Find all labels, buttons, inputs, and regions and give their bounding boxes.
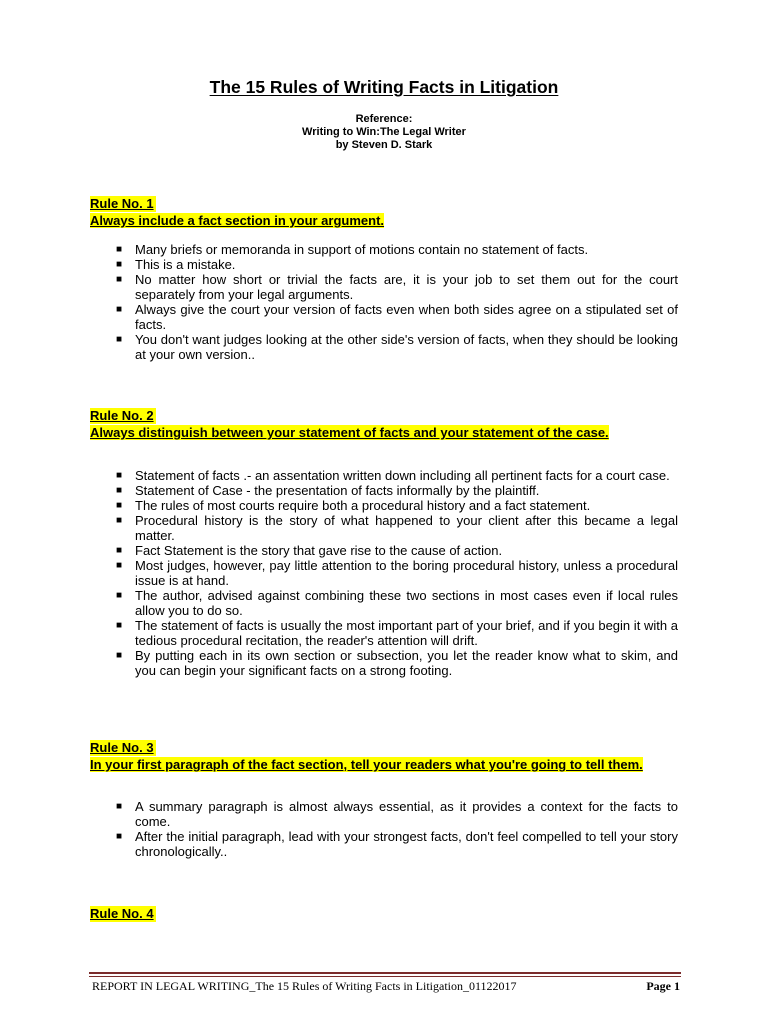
reference-book: Writing to Win:The Legal Writer	[302, 126, 466, 138]
list-item: ■ Procedural history is the story of what happened to your client after this became a legal matter.	[116, 513, 678, 543]
list-item: ■ Always give the court your version of facts even when both sides agree on a stipulated set of facts.	[116, 302, 678, 332]
list-item: ■ Statement of Case - the presentation of facts informally by the plaintiff.	[116, 483, 540, 498]
list-item: ■ No matter how short or trivial the facts are, it is your job to set them out for the court separately from your legal arguments.	[116, 272, 678, 302]
rule-label: Rule No. 2	[90, 408, 154, 423]
list-item: ■ This is a mistake.	[116, 257, 236, 272]
reference-block	[0, 113, 768, 152]
footer-document-name: REPORT IN LEGAL WRITING_The 15 Rules of Writing Facts in Litigation_01122017	[92, 979, 517, 993]
reference-label: Reference:	[355, 113, 413, 125]
list-item: ■ After the initial paragraph, lead with your strongest facts, don't feel compelled to tell your story chronologically..	[116, 829, 678, 859]
list-item: ■ The rules of most courts require both a procedural history and a fact statement.	[116, 498, 591, 513]
rule-1-header	[90, 195, 678, 229]
rule-3-bullets	[116, 799, 678, 859]
list-item: ■ Statement of facts .- an assentation written down including all pertinent facts for a court case.	[116, 468, 670, 483]
list-item: ■ Many briefs or memoranda in support of motions contain no statement of facts.	[116, 242, 589, 257]
rule-label: Rule No. 1	[90, 196, 154, 211]
list-item: ■ By putting each in its own section or subsection, you let the reader know what to skim, and you can begin your significant facts on a strong footing.	[116, 648, 678, 678]
list-item: ■ Most judges, however, pay little attention to the boring procedural history, unless a procedural issue is at hand.	[116, 558, 678, 588]
rule-4-header	[90, 905, 678, 923]
list-item: ■ The author, advised against combining these two sections in most cases even if local rules allow you to do so.	[116, 588, 678, 618]
rule-1-bullets	[116, 242, 678, 362]
list-item: ■ A summary paragraph is almost always essential, as it provides a context for the facts to come.	[116, 799, 678, 829]
rule-label: Rule No. 4	[90, 906, 154, 921]
rule-2-header	[90, 407, 678, 441]
list-item: ■ The statement of facts is usually the most important part of your brief, and if you begin it with a tedious procedural recitation, the reader's attention will drift.	[116, 618, 678, 648]
reference-author: by Steven D. Stark	[335, 139, 433, 151]
footer-divider	[89, 972, 681, 974]
rule-heading: In your first paragraph of the fact section, tell your readers what you're going to tell them.	[90, 757, 643, 772]
list-item: ■ Fact Statement is the story that gave rise to the cause of action.	[116, 543, 503, 558]
rule-heading: Always distinguish between your statement of facts and your statement of the case.	[90, 425, 609, 440]
document-title: The 15 Rules of Writing Facts in Litigation	[209, 77, 559, 97]
rule-3-header	[90, 739, 678, 773]
list-item: ■ You don't want judges looking at the other side's version of facts, when they should be looking at your own version..	[116, 332, 678, 362]
rule-label: Rule No. 3	[90, 740, 154, 755]
rule-2-bullets	[116, 468, 678, 678]
rule-heading: Always include a fact section in your argument.	[90, 213, 385, 228]
page-number: Page 1	[646, 979, 680, 993]
footer-divider-thin	[89, 976, 681, 977]
